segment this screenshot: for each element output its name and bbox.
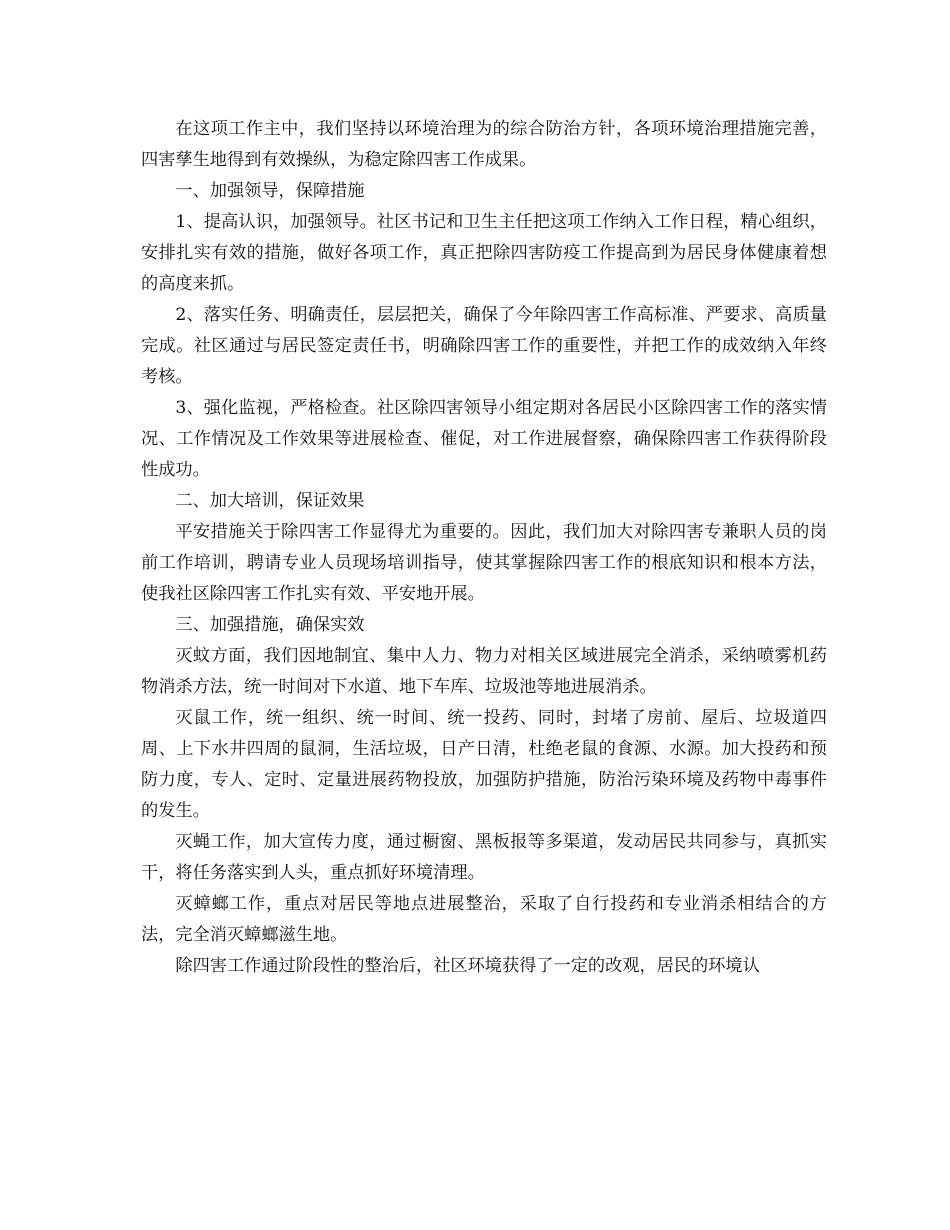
section-heading-2: 二、加大培训，保证效果 — [175, 491, 365, 511]
section-heading-1: 一、加强领导，保障措施 — [175, 181, 365, 201]
section-heading-3: 三、加强措施，确保实效 — [175, 615, 365, 635]
paragraph-item-2: 2、落实任务、明确责任，层层把关，确保了今年除四害工作高标准、严要求、高质量完成。社区通过与居民签定责任书，明确除四害工作的重要性，并把工作的成效纳入年终考核。 — [141, 305, 827, 387]
paragraph-rodent: 灭鼠工作，统一组织、统一时间、统一投药、同时，封堵了房前、屋后、垃圾道四周、上下水井四周的鼠洞，生活垃圾，日产日清，杜绝老鼠的食源、水源。加大投药和预防力度，专人、定时、定量进展药物投放，加强防护措施，防治污染环境及药物中毒事件的发生。 — [141, 708, 827, 821]
paragraph-summary: 除四害工作通过阶段性的整治后，社区环境获得了一定的改观，居民的环境认 — [175, 956, 760, 976]
paragraph-mosquito: 灭蚊方面，我们因地制宜、集中人力、物力对相关区域进展完全消杀，采纳喷雾机药物消杀方法，统一时间对下水道、地下车库、垃圾池等地进展消杀。 — [141, 646, 827, 697]
paragraph-item-3: 3、强化监视，严格检查。社区除四害领导小组定期对各居民小区除四害工作的落实情况、工作情况及工作效果等进展检查、催促，对工作进展督察，确保除四害工作获得阶段性成功。 — [141, 398, 827, 480]
paragraph-intro: 在这项工作主中，我们坚持以环境治理为的综合防治方针，各项环境治理措施完善，四害孳生地得到有效操纵，为稳定除四害工作成果。 — [141, 119, 827, 170]
paragraph-cockroach: 灭蟑螂工作，重点对居民等地点进展整治，采取了自行投药和专业消杀相结合的方法，完全消灭蟑螂滋生地。 — [141, 894, 827, 945]
paragraph-item-1: 1、提高认识，加强领导。社区书记和卫生主任把这项工作纳入工作日程，精心组织，安排扎实有效的措施，做好各项工作，真正把除四害防疫工作提高到为居民身体健康着想的高度来抓。 — [141, 212, 827, 294]
paragraph-training: 平安措施关于除四害工作显得尤为重要的。因此，我们加大对除四害专兼职人员的岗前工作培训，聘请专业人员现场培训指导，使其掌握除四害工作的根底知识和根本方法，使我社区除四害工作扎实有效、平安地开展。 — [141, 522, 827, 604]
paragraph-fly: 灭蝇工作，加大宣传力度，通过橱窗、黑板报等多渠道，发动居民共同参与，真抓实干，将任务落实到人头，重点抓好环境清理。 — [141, 832, 827, 883]
document-body — [141, 114, 827, 982]
